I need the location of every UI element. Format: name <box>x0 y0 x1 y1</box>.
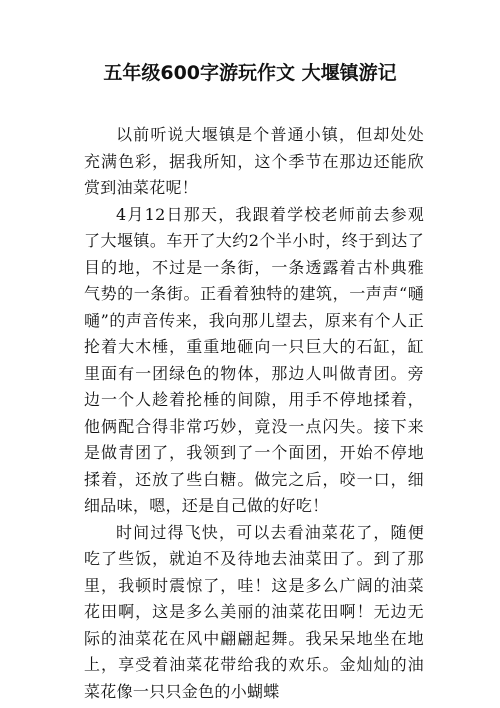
paragraph-2: 4月12日那天，我跟着学校老师前去参观了大堰镇。车开了大约2个半小时，终于到达了目的地，不过是一条街，一条透露着古朴典雅气势的一条街。正看着独特的建筑，一声声“嗵嗵”的声音传来，我向那儿望去，原来有个人正抡着大木棰，重重地砸向一只巨大的石缸，缸里面有一团绿色的物体，那边人叫做青团。旁边一个人趁着抡棰的间隙，用手不停地揉着，他俩配合得非常巧妙，竟没一点闪失。接下来是做青团了，我领到了一个面团，开始不停地揉着，还放了些白糖。做完之后，咬一口，细细品味，嗯，还是自己做的好吃！ <box>84 204 424 515</box>
document-body <box>84 122 424 705</box>
document-title: 五年级600字游玩作文 大堰镇游记 <box>103 62 397 84</box>
paragraph-1: 以前听说大堰镇是个普通小镇，但却处处充满色彩，据我所知，这个季节在那边还能欣赏到油菜花呢！ <box>84 125 424 197</box>
paragraph-3: 时间过得飞快，可以去看油菜花了，随便吃了些饭，就迫不及待地去油菜田了。到了那里，我顿时震惊了，哇！这是多么广阔的油菜花田啊，这是多么美丽的油菜花田啊！无边无际的油菜花在风中翩翩起舞。我呆呆地坐在地上，享受着油菜花带给我的欢乐。金灿灿的油菜花像一只只金色的小蝴蝶 <box>84 522 424 701</box>
